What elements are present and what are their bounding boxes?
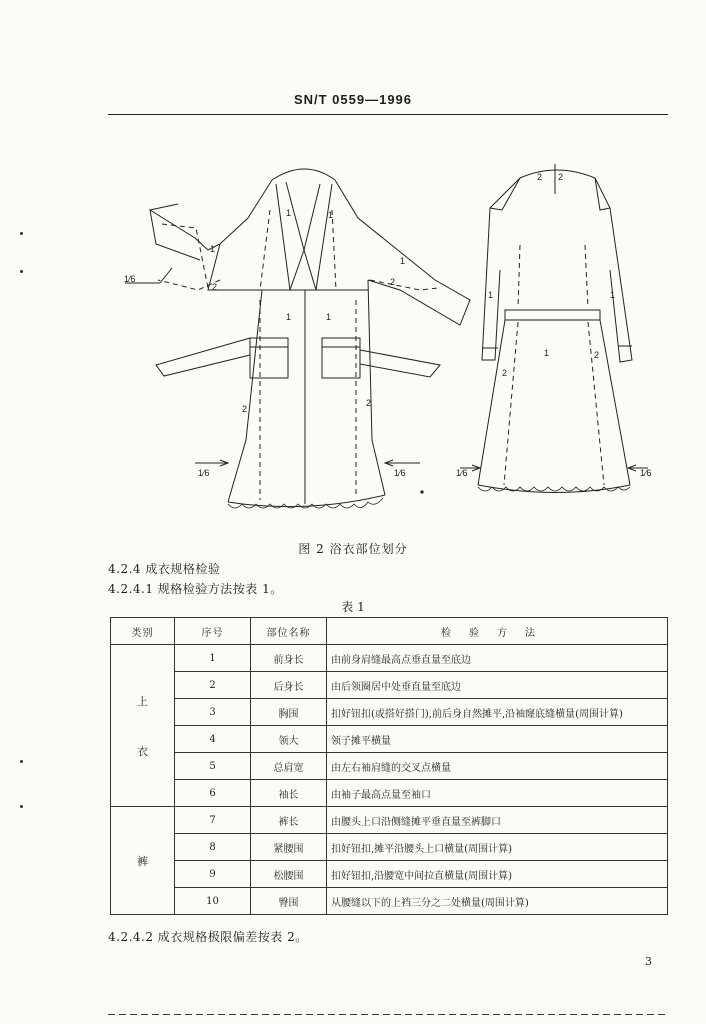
row-method: 由左右袖肩缝的交叉点横量 — [327, 753, 668, 780]
table-row — [111, 780, 668, 807]
table-header-row — [111, 618, 668, 645]
row-index: 8 — [175, 834, 251, 861]
standard-number: SN/T 0559—1996 — [293, 92, 413, 107]
fraction-label: 1⁄6 — [640, 468, 652, 478]
page-number: 3 — [645, 955, 652, 968]
label-1: 1 — [400, 256, 406, 266]
section-text: 4.2.4.1 规格检验方法按表 1。 — [108, 582, 283, 596]
label-2: 2 — [502, 368, 508, 378]
label-2: 2 — [537, 172, 543, 182]
row-index: 9 — [175, 861, 251, 888]
section-heading: 4.2.4 成衣规格检验 — [108, 562, 221, 576]
table-row — [111, 672, 668, 699]
row-index: 2 — [175, 672, 251, 699]
spec-table — [110, 617, 668, 915]
section-text: 4.2.4.2 成衣规格极限偏差按表 2。 — [108, 930, 308, 944]
front-robe — [125, 169, 470, 508]
label-1: 1 — [210, 244, 216, 254]
header-method: 检验方法 — [327, 618, 668, 645]
row-part: 裤长 — [251, 807, 327, 834]
scan-speck — [20, 232, 23, 235]
row-method: 扣好钮扣(或搭好搭门),前后身自然摊平,沿袖窿底缝横量(周围计算) — [327, 699, 668, 726]
row-index: 5 — [175, 753, 251, 780]
table-row — [111, 699, 668, 726]
label-1: 1 — [286, 208, 292, 218]
back-robe — [460, 164, 648, 493]
footer-rule — [108, 1014, 668, 1015]
header-index: 序号 — [175, 618, 251, 645]
bathrobe-diagram — [100, 140, 660, 530]
row-index: 6 — [175, 780, 251, 807]
row-method: 从腰缝以下的上裆三分之二处横量(周围计算) — [327, 888, 668, 915]
table-row — [111, 888, 668, 915]
table-row — [111, 861, 668, 888]
label-1: 1 — [610, 290, 616, 300]
label-2: 2 — [212, 282, 218, 292]
label-1: 1 — [328, 210, 334, 220]
table-row — [111, 834, 668, 861]
label-2: 2 — [390, 277, 396, 287]
header-part: 部位名称 — [251, 618, 327, 645]
label-2: 2 — [558, 172, 564, 182]
row-method: 领子摊平横量 — [327, 726, 668, 753]
row-part: 臀围 — [251, 888, 327, 915]
row-part: 胸围 — [251, 699, 327, 726]
row-index: 10 — [175, 888, 251, 915]
row-method: 由腰头上口沿侧缝摊平垂直量至裤脚口 — [327, 807, 668, 834]
table-row — [111, 645, 668, 672]
row-part: 总肩宽 — [251, 753, 327, 780]
row-method: 扣好钮扣,摊平沿腰头上口横量(周围计算) — [327, 834, 668, 861]
row-method: 由后领圈居中处垂直量至底边 — [327, 672, 668, 699]
row-method: 由袖子最高点量至袖口 — [327, 780, 668, 807]
category-char: 上 — [137, 694, 148, 708]
scan-speck — [20, 805, 23, 808]
row-method: 由前身肩缝最高点垂直量至底边 — [327, 645, 668, 672]
row-part: 紧腰围 — [251, 834, 327, 861]
row-part: 后身长 — [251, 672, 327, 699]
label-2: 2 — [242, 404, 248, 414]
scan-speck — [20, 760, 23, 763]
table-row — [111, 753, 668, 780]
label-1: 1 — [488, 290, 494, 300]
category-top — [111, 645, 175, 807]
row-part: 前身长 — [251, 645, 327, 672]
label-1: 1 — [326, 312, 332, 322]
label-2: 2 — [366, 398, 372, 408]
fraction-label: 1⁄6 — [198, 468, 210, 478]
row-index: 1 — [175, 645, 251, 672]
table-row — [111, 726, 668, 753]
label-1: 1 — [544, 348, 550, 358]
label-1: 1 — [286, 312, 292, 322]
header-category: 类别 — [111, 618, 175, 645]
row-method: 扣好钮扣,沿腰宽中间拉直横量(周围计算) — [327, 861, 668, 888]
fraction-label: 1⁄6 — [124, 274, 136, 284]
figure-caption: 图 2 浴衣部位划分 — [298, 542, 408, 556]
row-index: 7 — [175, 807, 251, 834]
fraction-label: 1⁄6 — [456, 468, 468, 478]
row-part: 松腰围 — [251, 861, 327, 888]
category-char: 衣 — [137, 744, 148, 758]
fraction-label: 1⁄6 — [394, 468, 406, 478]
label-2: 2 — [594, 350, 600, 360]
table-title: 表 1 — [341, 600, 365, 614]
header-rule — [108, 114, 668, 115]
row-part: 领大 — [251, 726, 327, 753]
table-row — [111, 807, 668, 834]
category-bottom — [111, 807, 175, 915]
row-index: 4 — [175, 726, 251, 753]
scan-speck — [20, 270, 23, 273]
category-char: 裤 — [137, 854, 148, 868]
row-part: 袖长 — [251, 780, 327, 807]
row-index: 3 — [175, 699, 251, 726]
